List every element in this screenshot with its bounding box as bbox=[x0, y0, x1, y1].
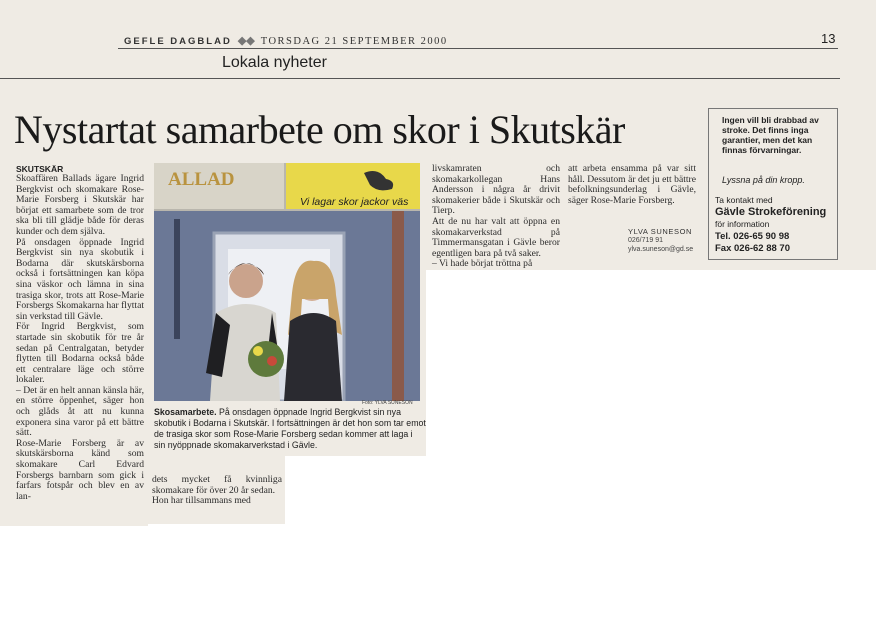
ad-tagline: Lyssna på din kropp. bbox=[722, 175, 805, 185]
headline: Nystartat samarbete om skor i Skutskär bbox=[14, 107, 625, 152]
issue-date: TORSDAG 21 SEPTEMBER 2000 bbox=[260, 36, 448, 47]
ad-notice: Ingen vill bli drabbad av stroke. Det finns inga garantier, men det kan finnas förvarningar. bbox=[722, 115, 819, 155]
caption-lead: Skosamarbete. bbox=[154, 407, 217, 417]
article-column-3: livskamraten och skomakarkollegan Hans Andersson i några år drivit skomakerier både i Skutskär och Tierp. Att de nu har valt att öppna en skomakarverkstad på Timmermansgatan i Gävle beror egentligen bara på två saker. – Vi hade börjat tröttna på bbox=[432, 163, 560, 270]
article-photo bbox=[154, 163, 420, 401]
section-rule bbox=[0, 78, 840, 79]
byline-email: ylva.suneson@gd.se bbox=[628, 246, 694, 253]
page-number: 13 bbox=[821, 31, 836, 46]
article-column-4: att arbeta ensamma på var sitt håll. Dessutom är det ju ett bättre befolkningsunderlag i Gävle, säger Rose-Marie Forsberg. bbox=[568, 163, 696, 206]
paper-name: GEFLE DAGBLAD bbox=[124, 36, 232, 47]
diamond-ornament-icon: ◆◆ bbox=[237, 35, 255, 47]
stroke-ad bbox=[708, 108, 838, 260]
service-sign-text: Vi lagar skor jackor väs bbox=[300, 196, 409, 208]
ad-organization: Gävle Strokeförening bbox=[715, 206, 827, 218]
byline bbox=[628, 227, 693, 254]
ad-contact-label: Ta kontakt med bbox=[715, 195, 773, 205]
photo-illustration bbox=[154, 163, 420, 401]
masthead-rule bbox=[118, 48, 838, 49]
ad-fax: Fax 026-62 88 70 bbox=[715, 243, 791, 254]
section-title: Lokala nyheter bbox=[222, 54, 327, 71]
byline-name: YLVA SUNESON bbox=[628, 227, 693, 236]
article-column-2: dets mycket få kvinnliga skomakare för över 20 år sedan. Hon har tillsammans med bbox=[152, 474, 282, 507]
dateline: SKUTSKÄR bbox=[16, 164, 64, 174]
ad-telephone: Tel. 026-65 90 98 bbox=[715, 231, 790, 242]
caption-text: På onsdagen öppnade Ingrid Bergkvist sin nya skobutik i Bodarna i Skutskär. I fortsättningen är det hon som tar emot de trasiga skor som Rose-Marie Forsberg sedan kommer att laga i sin nyöppnade skomakarverkstad i Gävle. bbox=[154, 407, 426, 450]
photo-caption bbox=[154, 407, 426, 451]
byline-phone: 026/719 91 bbox=[628, 237, 664, 244]
masthead bbox=[124, 34, 448, 47]
ad-info-label: för information bbox=[715, 219, 770, 229]
article-column-1: Skoaffären Ballads ägare Ingrid Bergkvist och skomakare Rose-Marie Forsberg i Skutskär har börjat ett samarbete som de tror ska bli till glädje både för deras kunder och dem själva. På onsdagen öppnade Ingrid Bergkvist sin nya skobutik i Bodarna där skutskärsborna också i fortsättningen kan köpa sina väskor och lämna in sina trasiga skor, trots att Rose-Marie Forsbergs Skomakarna har flyttat sin verkstad till Gävle. För Ingrid Bergkvist, som startade sin skobutik för tre år sedan på Centralgatan, betyder flytten till Bodarna också både ett centralare läge och större lokaler. – Det är en helt annan känsla här, en större öppenhet, säger hon och glåds åt att nu kunna exponera sina varor på ett bättre sätt. Rose-Marie Forsberg är av skutskärsborna känd som skomakare Carl Edvard Forsbergs barnbarn som gick i farfars fotspår och blev en av lan- bbox=[16, 173, 145, 502]
shop-sign-text: ALLAD bbox=[168, 169, 235, 190]
photo-credit: Foto: YLVA SUNESON bbox=[362, 400, 413, 406]
